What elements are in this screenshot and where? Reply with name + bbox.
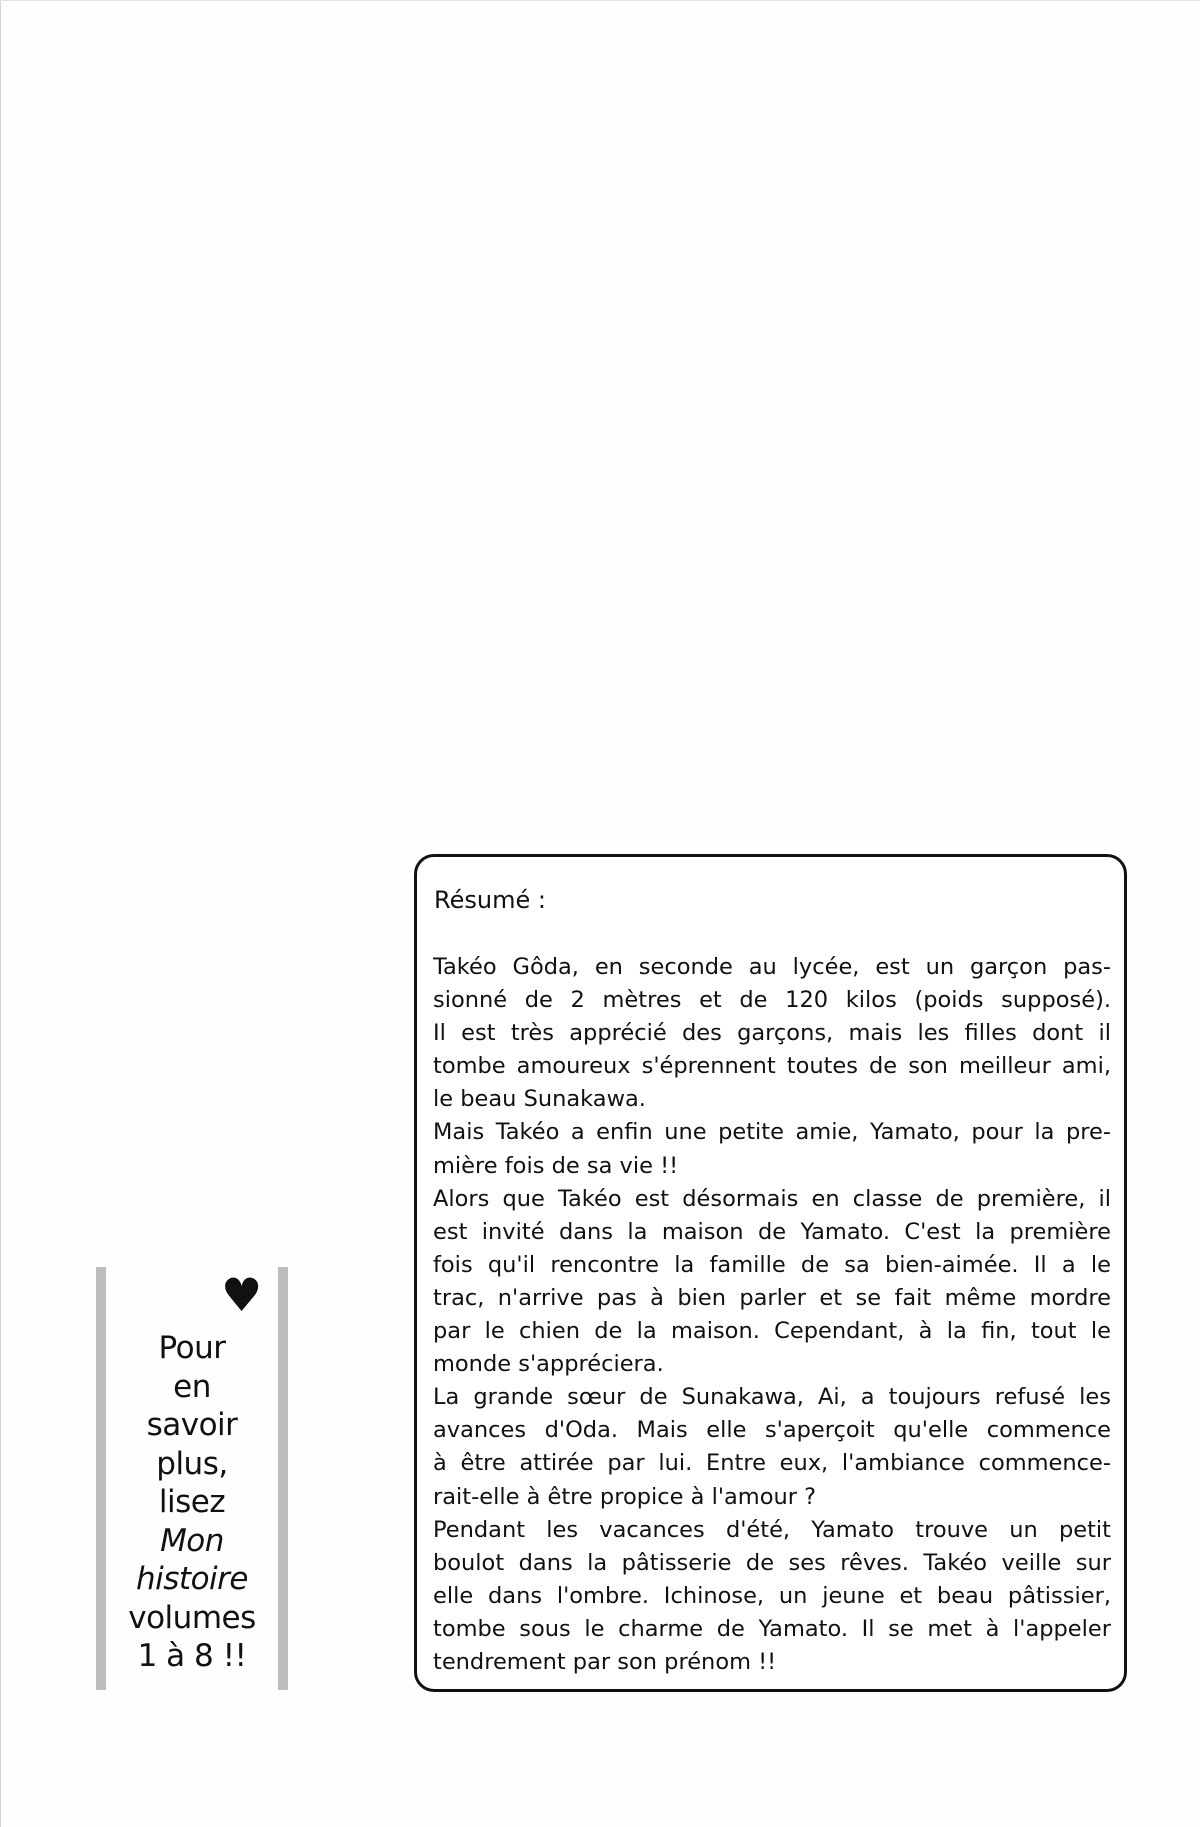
promo-bar-right [278,1267,288,1690]
page-edge [0,0,1200,1]
summary-line: Alors que Takéo est désormais en classe de première, il [433,1185,1111,1212]
promo-bar-left [96,1267,106,1690]
summary-line: Takéo Gôda, en seconde au lycée, est un garçon pas- [433,954,1111,980]
summary-line: elle dans l'ombre. Ichinose, un jeune et beau pâtissier, [433,1582,1111,1609]
promo-line: Mon [160,1522,224,1559]
heart-icon: ♥ [221,1268,263,1322]
summary-line: fois qu'il rencontre la famille de sa bien-aimée. Il a le [433,1251,1111,1278]
summary-body [433,951,1111,1679]
promo-text [106,1329,278,1676]
summary-line: tombe amoureux s'éprennent toutes de son meilleur ami, [433,1053,1111,1080]
promo-line: lisez [158,1484,226,1520]
promo-line: histoire [136,1561,248,1597]
summary-line: Il est très apprécié des garçons, mais les filles dont il [433,1020,1111,1047]
promo-sidebar [96,1267,288,1690]
summary-line: sionné de 2 mètres et de 120 kilos (poids supposé). [433,987,1111,1014]
summary-line: mière fois de sa vie !! [433,1152,679,1179]
summary-line: La grande sœur de Sunakawa, Ai, a toujours refusé les [433,1384,1111,1411]
summary-box [414,854,1127,1692]
promo-line: 1 à 8 !! [137,1638,247,1674]
summary-line: trac, n'arrive pas à bien parler et se fait même mordre [433,1284,1111,1311]
summary-line: à être attirée par lui. Entre eux, l'ambiance commence- [433,1450,1111,1477]
promo-line: savoir [146,1407,238,1443]
summary-line: tendrement par son prénom !! [433,1648,777,1675]
promo-line: plus, [156,1445,228,1482]
summary-line: monde s'appréciera. [433,1351,664,1378]
promo-line: en [173,1368,211,1405]
summary-line: rait-elle à être propice à l'amour ? [433,1483,817,1510]
summary-line: est invité dans la maison de Yamato. C'est la première [433,1218,1111,1245]
summary-line: Pendant les vacances d'été, Yamato trouve un petit [433,1516,1111,1543]
summary-title: Résumé : [434,886,546,914]
summary-line: tombe sous le charme de Yamato. Il se met à l'appeler [433,1615,1111,1642]
promo-line: volumes [128,1599,256,1636]
summary-line: boulot dans la pâtisserie de ses rêves. Takéo veille sur [433,1549,1111,1576]
summary-line: le beau Sunakawa. [433,1086,646,1113]
promo-line: Pour [158,1330,226,1366]
summary-line: Mais Takéo a enfin une petite amie, Yamato, pour la pre- [433,1119,1111,1146]
summary-line: avances d'Oda. Mais elle s'aperçoit qu'elle commence [433,1417,1111,1444]
page-edge [0,0,1,1827]
summary-line: par le chien de la maison. Cependant, à la fin, tout le [433,1318,1111,1345]
